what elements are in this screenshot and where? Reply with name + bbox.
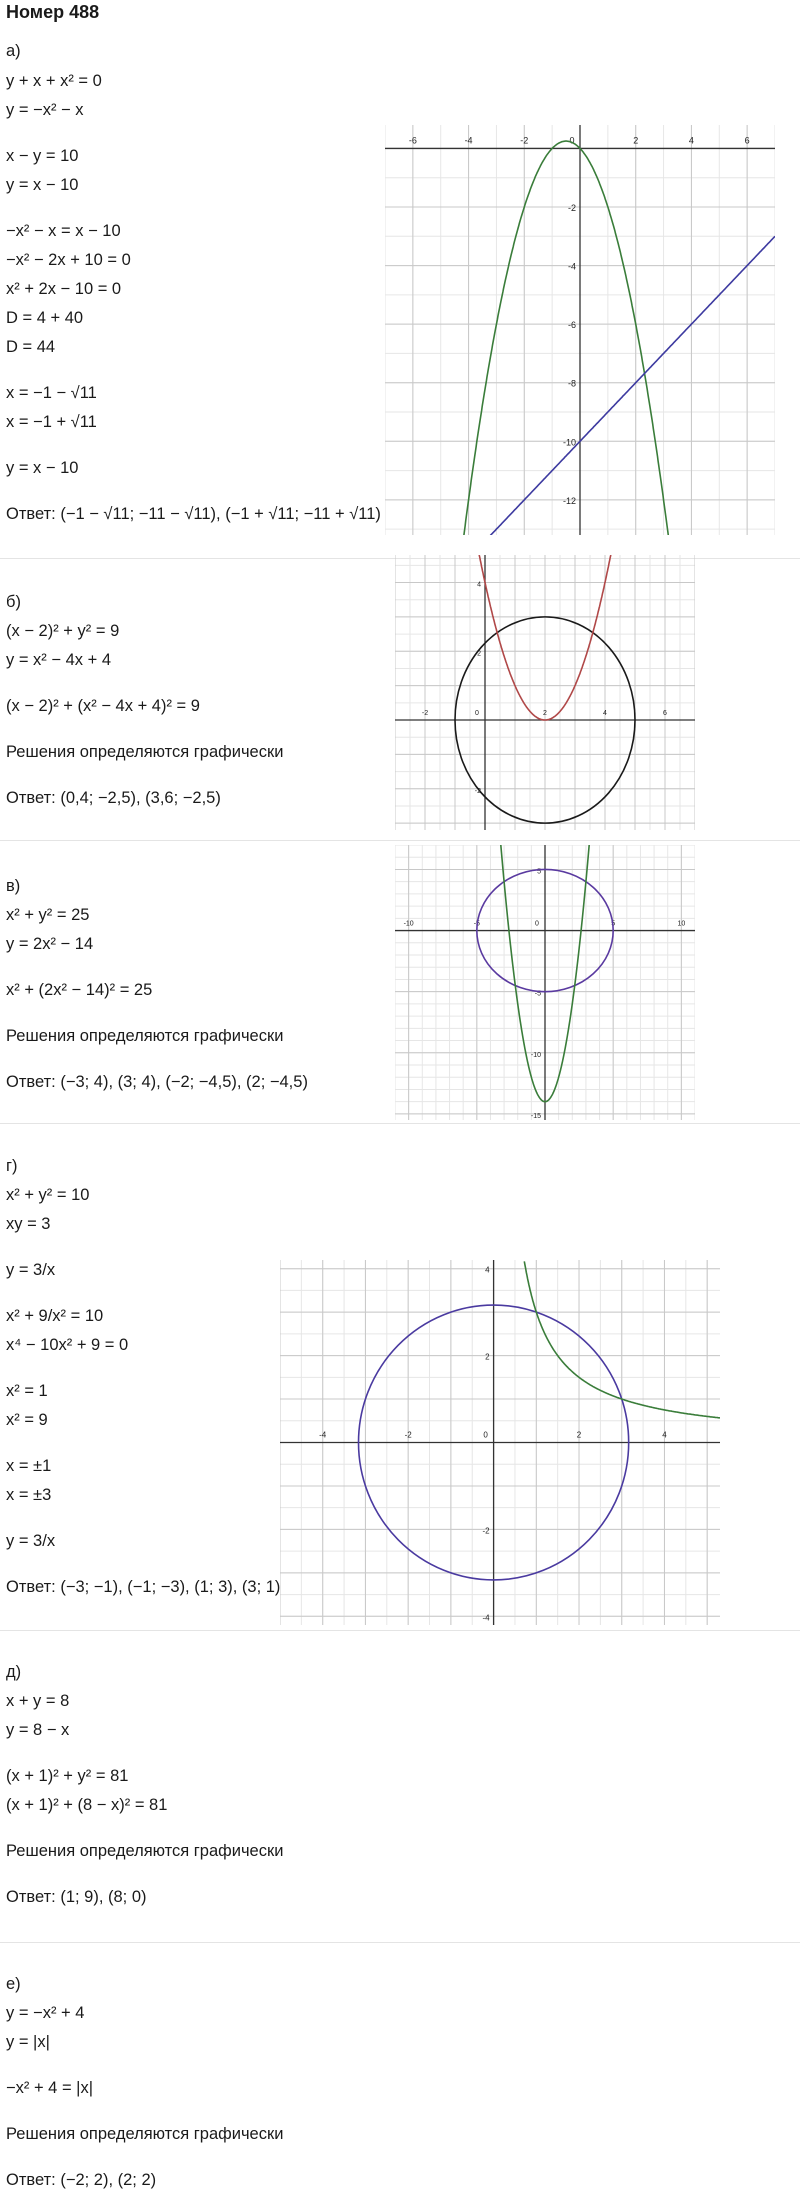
parabola-curve	[463, 141, 669, 535]
graph-e	[300, 1650, 660, 1945]
y-tick-label: -6	[567, 320, 576, 331]
equation-line: x⁴ − 10x² + 9 = 0	[6, 1336, 129, 1354]
x-tick-label: 0	[535, 920, 539, 928]
answer-line: Ответ: (−3; 4), (3; 4), (−2; −4,5), (2; −4,5)	[6, 1073, 308, 1091]
y-tick-label: -2	[482, 1526, 490, 1536]
y-tick-label: -5	[534, 990, 541, 998]
x-tick-label: -2	[404, 1430, 412, 1440]
x-tick-label: -4	[464, 135, 473, 146]
equation-line: y = 3/x	[6, 1261, 56, 1279]
x-tick-label: 10	[677, 920, 686, 928]
equation-line: y = x − 10	[6, 176, 79, 194]
equation-line: x = ±3	[6, 1486, 52, 1504]
equation-line: y = x − 10	[6, 459, 79, 477]
divider	[0, 1123, 800, 1124]
equation-line: D = 44	[6, 338, 56, 356]
section-label: е)	[6, 1975, 21, 1993]
answer-line: Ответ: (−2; 2), (2; 2)	[6, 2171, 157, 2189]
equation-line: x² + y² = 25	[6, 906, 90, 924]
y-tick-label: -2	[474, 787, 481, 795]
y-tick-label: 4	[477, 581, 481, 589]
equation-line: (x + 1)² + (8 − x)² = 81	[6, 1796, 168, 1814]
equation-line: y = 2x² − 14	[6, 935, 94, 953]
equation-line: (x − 2)² + y² = 9	[6, 622, 120, 640]
equation-line: −x² − 2x + 10 = 0	[6, 251, 131, 269]
x-tick-label: -6	[408, 135, 417, 146]
equation-line: x² = 9	[6, 1411, 48, 1429]
x-tick-label: 6	[744, 135, 750, 146]
y-tick-label: 4	[485, 1265, 490, 1275]
answer-line: Ответ: (−1 − √11; −11 − √11), (−1 + √11; −11 + √11)	[6, 505, 381, 523]
equation-line: Решения определяются графически	[6, 743, 284, 761]
x-tick-label: -2	[520, 135, 529, 146]
equation-line: Решения определяются графически	[6, 1027, 284, 1045]
y-tick-label: -12	[562, 495, 576, 506]
equation-line: y = 8 − x	[6, 1721, 70, 1739]
graph-f	[320, 1955, 580, 2185]
y-tick-label: -10	[530, 1051, 541, 1059]
section-label: г)	[6, 1157, 18, 1175]
x-tick-label: 2	[543, 710, 547, 717]
y-tick-label: -2	[567, 203, 576, 213]
y-tick-label: -4	[567, 261, 576, 272]
x-tick-label: 4	[662, 1430, 667, 1440]
equation-line: x² = 1	[6, 1382, 48, 1400]
y-tick-label: -10	[562, 437, 576, 448]
section-label: б)	[6, 593, 21, 611]
x-tick-label: -10	[403, 920, 414, 928]
section-label: а)	[6, 42, 21, 60]
x-tick-label: -2	[421, 710, 429, 717]
equation-line: x = −1 + √11	[6, 413, 97, 431]
equation-line: x + y = 8	[6, 1692, 70, 1710]
graph-b	[395, 555, 695, 830]
equation-line: Решения определяются графически	[6, 2125, 284, 2143]
x-tick-label: 4	[688, 135, 694, 146]
graph-c	[395, 845, 695, 1120]
x-tick-label: 2	[633, 135, 639, 146]
equation-line: y = −x² + 4	[6, 2004, 85, 2022]
equation-line: x − y = 10	[6, 147, 79, 165]
equation-line: x² + 2x − 10 = 0	[6, 280, 122, 298]
y-tick-label: -15	[530, 1112, 541, 1120]
equation-line: y = |x|	[6, 2033, 50, 2051]
y-tick-label: -4	[482, 1613, 490, 1623]
x-tick-label: 6	[663, 710, 667, 717]
answer-line: Ответ: (0,4; −2,5), (3,6; −2,5)	[6, 789, 221, 807]
equation-line: x² + 9/x² = 10	[6, 1307, 104, 1325]
x-tick-label: 5	[611, 920, 616, 928]
divider	[0, 1630, 800, 1631]
x-tick-label: 0	[483, 1430, 488, 1440]
divider	[0, 840, 800, 841]
equation-line: y = −x² − x	[6, 101, 84, 119]
equation-line: y = 3/x	[6, 1532, 56, 1550]
equation-line: (x − 2)² + (x² − 4x + 4)² = 9	[6, 697, 200, 715]
equation-line: x² + y² = 10	[6, 1186, 90, 1204]
answer-line: Ответ: (1; 9), (8; 0)	[6, 1888, 147, 1906]
equation-line: (x + 1)² + y² = 81	[6, 1767, 129, 1785]
x-tick-label: 4	[603, 710, 607, 717]
page-title: Номер 488	[6, 2, 100, 22]
section-label: д)	[6, 1663, 22, 1681]
x-tick-label: 0	[475, 710, 479, 717]
y-tick-label: 2	[485, 1352, 490, 1362]
y-tick-label: 2	[477, 650, 481, 658]
equation-line: x = ±1	[6, 1457, 52, 1475]
y-tick-label: 5	[537, 868, 541, 876]
y-tick-label: -8	[567, 378, 576, 389]
equation-line: xy = 3	[6, 1215, 51, 1233]
equation-line: x² + (2x² − 14)² = 25	[6, 981, 153, 999]
graph-d	[280, 1260, 720, 1625]
equation-line: x = −1 − √11	[6, 384, 97, 402]
equation-line: −x² − x = x − 10	[6, 222, 121, 240]
equation-line: y + x + x² = 0	[6, 72, 102, 90]
equation-line: Решения определяются графически	[6, 1842, 284, 1860]
graph-a	[385, 125, 775, 535]
section-label: в)	[6, 877, 21, 895]
x-tick-label: -5	[473, 920, 480, 928]
x-tick-label: 0	[569, 135, 575, 146]
equation-line: y = x² − 4x + 4	[6, 651, 112, 669]
line-curve	[427, 236, 775, 535]
x-tick-label: -4	[319, 1430, 327, 1440]
x-tick-label: 2	[576, 1430, 582, 1440]
equation-line: −x² + 4 = |x|	[6, 2079, 93, 2097]
divider	[0, 1942, 800, 1943]
equation-line: D = 4 + 40	[6, 309, 84, 327]
answer-line: Ответ: (−3; −1), (−1; −3), (1; 3), (3; 1)	[6, 1578, 281, 1596]
